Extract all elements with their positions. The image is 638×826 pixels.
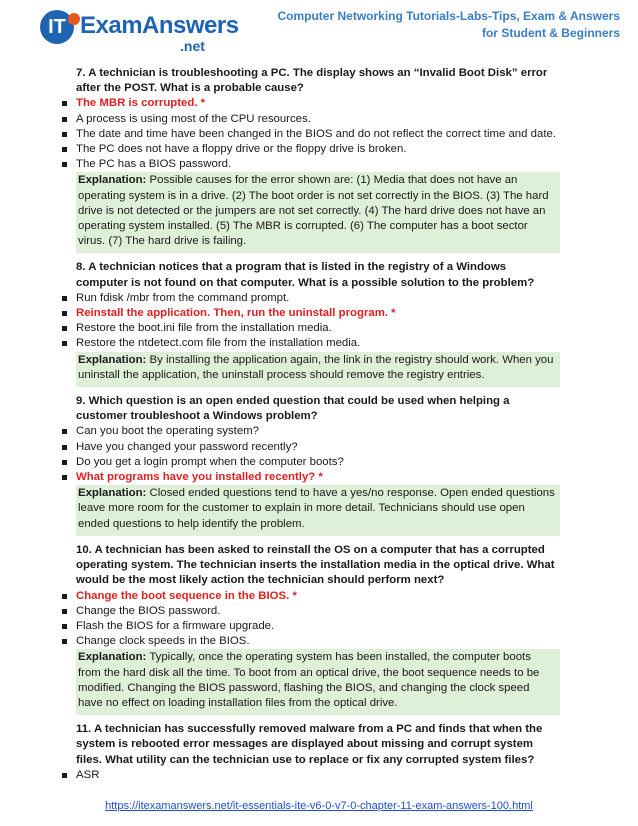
site-logo[interactable] [40,10,239,58]
option: Flash the BIOS for a firmware upgrade. [60,619,560,634]
question-8: 8. A technician notices that a program that is listed in the registry of a Windows computer is not found on that computer. What is a possible solution to the problem? [76,261,535,289]
explanation-label: Explanation: [78,174,147,187]
explanation-text: Closed ended questions tend to have a yes/no response. Open ended questions leave more room for the customer to explain in more detail. Technicians should use open ended questions to help identify the problem. [78,487,555,530]
tagline-line-2: for Student & Beginners [481,26,620,40]
options-list-8 [60,291,560,352]
option: Restore the boot.ini file from the installation media. [60,321,560,336]
footer-source-link[interactable]: https://itexamanswers.net/it-essentials-ite-v6-0-v7-0-chapter-11-exam-answers-100.html [105,800,533,812]
explanation-7 [76,172,560,253]
explanation-text: By installing the application again, the link in the registry should work. When you uninstall the application, the uninstall process should remove the registry entries. [78,353,554,381]
options-list-11 [60,768,560,783]
option: Change clock speeds in the BIOS. [60,634,560,649]
explanation-9 [76,485,560,536]
explanation-label: Explanation: [78,487,147,500]
option: The PC does not have a floppy drive or the floppy drive is broken. [60,142,560,157]
option-correct: What programs have you installed recently? * [60,470,560,485]
option-correct: Reinstall the application. Then, run the uninstall program. * [60,306,560,321]
option-correct: Change the boot sequence in the BIOS. * [60,589,560,604]
explanation-text: Typically, once the operating system has been installed, the computer boots from the hard disk all the time. To boot from an optical drive, the boot sequence needs to be modified. Changing the BIOS password, flashing the BIOS, and changing the clock speed have no effect on loading installation files from the optical drive. [78,651,540,709]
logo-it-badge: IT [40,10,74,44]
option: Run fdisk /mbr from the command prompt. [60,291,560,306]
explanation-text: Possible causes for the error shown are: (1) Media that does not have an operating system is in a drive. (2) The boot order is not set correctly in the BIOS. (3) The hard drive is not detected or the jumpers are not set correctly. (4) The hard drive does not have an operating system installed. (5) The MBR is corrupted. (6) The computer has a boot sector virus. (7) The hard drive is failing. [78,174,549,248]
options-list-9 [60,424,560,485]
option: Change the BIOS password. [60,604,560,619]
explanation-8 [76,352,560,387]
site-tagline [260,8,620,42]
question-9: 9. Which question is an open ended question that could be used when helping a customer troubleshoot a Windows problem? [76,395,510,423]
logo-net: .net [180,38,205,54]
options-list-10 [60,589,560,650]
option: Can you boot the operating system? [60,424,560,439]
option: Restore the ntdetect.com file from the installation media. [60,336,560,351]
question-11: 11. A technician has successfully removed malware from a PC and finds that when the system is rebooted error messages are displayed about missing and corrupt system files. What utility can the technician use to replace or fix any corrupted system files? [76,723,543,766]
question-7: 7. A technician is troubleshooting a PC. The display shows an “Invalid Boot Disk” error after the POST. What is a probable cause? [76,67,548,95]
option: Do you get a login prompt when the computer boots? [60,455,560,470]
question-10: 10. A technician has been asked to reinstall the OS on a computer that has a corrupted operating system. The technician inserts the installation media in the optical drive. What would be the most likely action the technician should perform next? [76,543,555,587]
page-header [0,0,638,62]
option: The date and time have been changed in the BIOS and do not reflect the correct time and date. [60,127,560,142]
explanation-label: Explanation: [78,651,147,664]
options-list-7 [60,96,560,172]
questions-content [60,66,560,783]
option: ASR [60,768,560,783]
option: Have you changed your password recently? [60,440,560,455]
option: A process is using most of the CPU resources. [60,112,560,127]
option: The PC has a BIOS password. [60,157,560,172]
tagline-line-1: Computer Networking Tutorials-Labs-Tips, Exam & Answers [277,9,620,23]
explanation-10 [76,649,560,715]
explanation-label: Explanation: [78,353,147,366]
option-correct: The MBR is corrupted. * [60,96,560,111]
logo-name: ExamAnswers [80,12,239,39]
